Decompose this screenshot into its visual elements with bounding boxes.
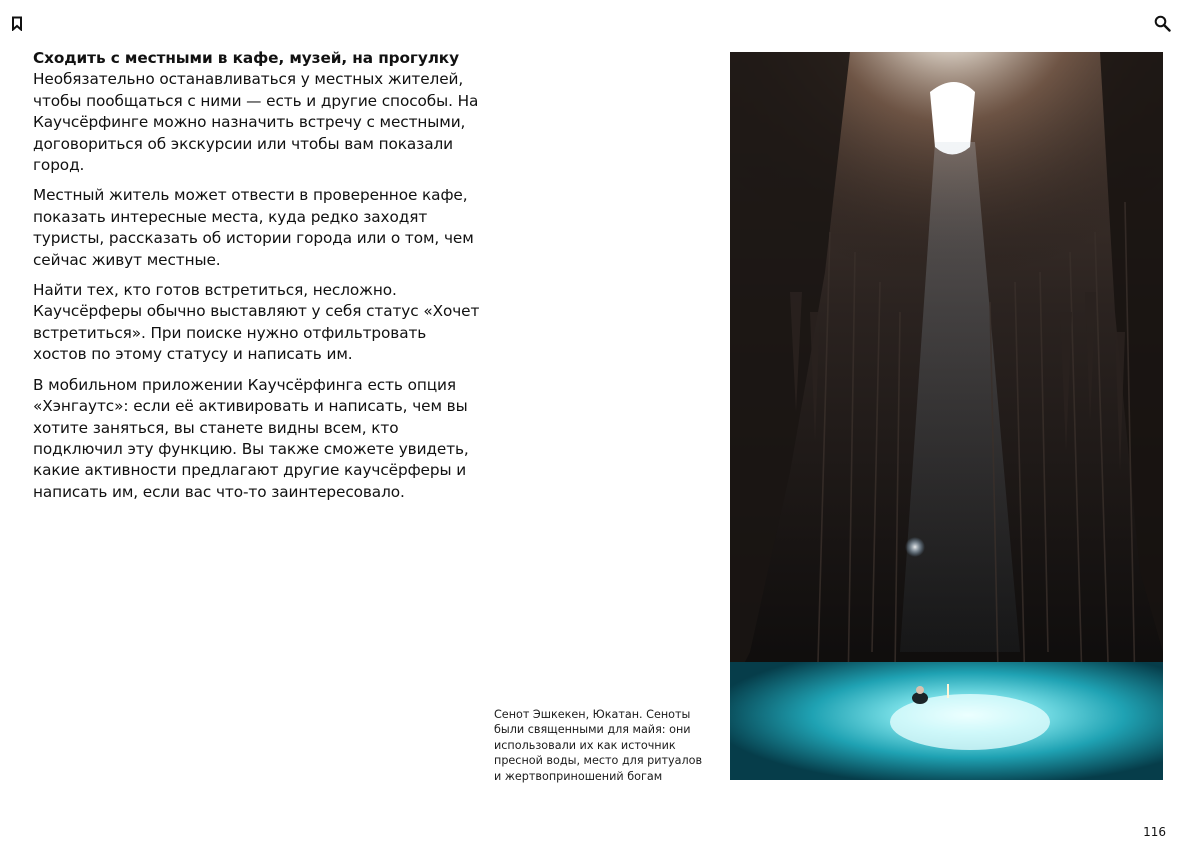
cenote-photo <box>730 52 1163 780</box>
photo-caption: Сенот Эшкекен, Юкатан. Сеноты были священными для майя: они использовали их как источник пресной воды, место для ритуалов и жертвоприношений богам <box>494 708 703 783</box>
paragraph: Найти тех, кто готов встретиться, несложно. Каучсёрферы обычно выставляют у себя статус «Хочет встретиться». При поиске нужно отфильтровать хостов по этому статусу и написать им. <box>33 281 480 364</box>
paragraph: В мобильном приложении Каучсёрфинга есть опция «Хэнгаутс»: если её активировать и написать, чем вы хотите заняться, вы станете видны всем, кто подключил эту функцию. Вы также сможете увидеть, какие активности предлагают другие каучсёрферы и написать им, если вас что-то заинтересовало. <box>33 375 469 501</box>
paragraph: Местный житель может отвести в проверенное кафе, показать интересные места, куда редко заходят туристы, рассказать об истории города или о том, чем сейчас живут местные. <box>33 186 474 269</box>
section-heading: Сходить с местными в кафе, музей, на прогулку <box>33 49 459 67</box>
bookmark-icon[interactable] <box>7 13 27 33</box>
page-number: 116 <box>1143 825 1166 839</box>
article-text <box>33 48 481 512</box>
paragraph: Необязательно останавливаться у местных жителей, чтобы пообщаться с ними — есть и другие способы. На Каучсёрфинге можно назначить встречу с местными, договориться об экскурсии или чтобы вам показали город. <box>33 70 479 175</box>
search-icon[interactable] <box>1152 13 1172 33</box>
